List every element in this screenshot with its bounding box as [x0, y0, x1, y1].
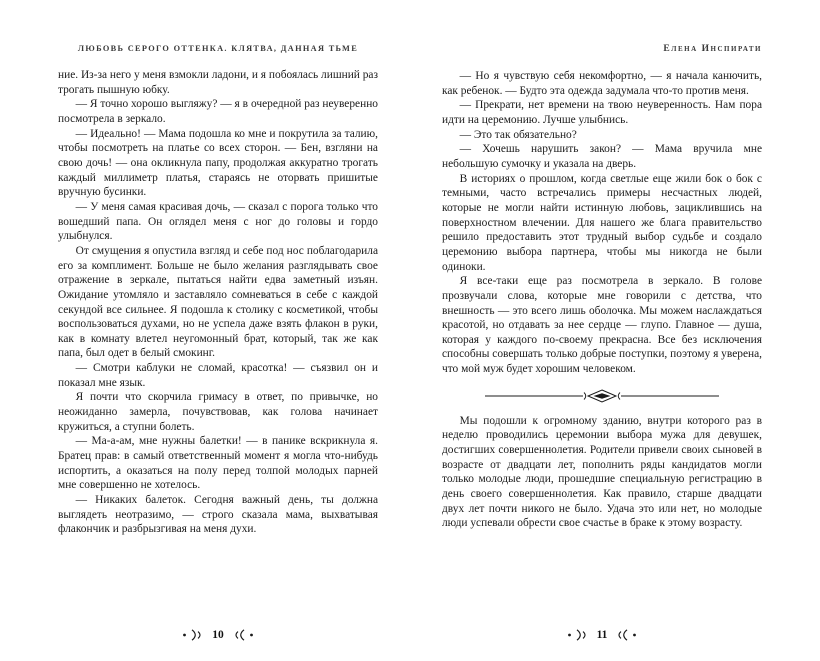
paragraph: — Смотри каблуки не сломай, красотка! — съязвил он и показал мне язык. [58, 362, 378, 389]
left-text-block [58, 68, 378, 621]
footer-flourish-right-icon [231, 629, 255, 641]
paragraph: — Я точно хорошо выгляжу? — я в очередной раз неуверенно посмотрела в зеркало. [58, 98, 378, 125]
page-number: 10 [212, 629, 224, 641]
right-page-footer [442, 621, 762, 641]
paragraph: Я все-таки еще раз посмотрела в зеркало. В голове прозвучали слова, которые мне говорили с детства, что внешность — это всего лишь оболочка. Мы можем наслаждаться красотой, но отдавать за нее сердце — глупо. Главное — душа, которая у каждого по-своему прекрасна. Все без исключения способны совершать только добрые поступки, поэтому я уверена, что мой муж будет хорошим человеком. [442, 275, 762, 376]
paragraph: — Идеально! — Мама подошла ко мне и покрутила за талию, чтобы посмотреть на платье со всех сторон. — Бен, взгляни на свою дочь! — она окликнула папу, продолжая аккуратно трогать каждый миллиметр платья, стараясь не оторвать пришитые вручную бусинки. [58, 127, 378, 199]
running-head-author: Елена Инспирати [663, 44, 762, 54]
paragraph: — Хочешь нарушить закон? — Мама вручила мне небольшую сумочку и указала на дверь. [442, 143, 762, 170]
paragraph: — Никаких балеток. Сегодня важный день, ты должна выглядеть неотразимо, — строго сказала мама, выхватывая флакончик и разбрызгивая на меня духи. [58, 494, 378, 536]
paragraph: — Но я чувствую себя некомфортно, — я начала канючить, как ребенок. — Будто эта одежда задумала что-то против меня. [442, 70, 762, 97]
paragraph: От смущения я опустила взгляд и себе под нос поблагодарила его за комплимент. Больше не было желания разглядывать свое отражение в зеркале, пытаться найти едва заметный изъян. Ожидание утомляло и заставляло сомневаться в себе с каждой секундой все сильнее. Я подошла к столику с косметикой, чтобы воспользоваться духами, но не успела даже взять флакон в руки, как в комнату влетел неугомонный брат, который, так же как папа, был одет в белый смокинг. [58, 244, 378, 360]
footer-flourish-left-icon [566, 629, 590, 641]
right-text-block [442, 69, 762, 621]
paragraph: Мы подошли к огромному зданию, внутри которого раз в неделю проводились церемонии выбора мужа для девушек, достигших совершеннолетия. Родители привели своих сыновей в возрасте от двадцати лет, пополнить ряды кандидатов могли только молодые люди, прошедшие специальную регистрацию в день своего совершеннолетия. Как правило, старше двадцати двух лет почти никого не было. Удача это или нет, но молодые люди успевали обрести свое счастье в браке к этому возрасту. [442, 414, 762, 530]
page-right [410, 0, 820, 661]
footer-flourish-left-icon [181, 629, 205, 641]
paragraph: В историях о прошлом, когда светлые еще жили бок о бок с темными, часто встречались примеры несчастных людей, которые не могли найти истинную любовь, зациклившись на поверхностном влечении. Для нашего же блага правительство решило предоставить этот трудный выбор судьбе и создало церемонию выбора партнера, чтобы мы никогда не были одиноки. [442, 172, 762, 273]
divider-diamond-icon [483, 394, 721, 406]
paragraph: — У меня самая красивая дочь, — сказал с порога только что вошедший папа. Он оглядел меня с ног до головы и гордо улыбнулся. [58, 200, 378, 243]
footer-flourish-right-icon [614, 629, 638, 641]
paragraph: — Ма-а-ам, мне нужны балетки! — в панике вскрикнула я. Братец прав: в самый ответственный момент я могла что-нибудь испортить, а оказаться на полу перед толпой молодых парней мне совершенно не хотелось. [58, 435, 378, 492]
page-number: 11 [596, 629, 608, 641]
paragraph: — Прекрати, нет времени на твою неуверенность. Нам пора идти на церемонию. Лучше улыбнись. [442, 99, 762, 126]
paragraph: ние. Из-за него у меня взмокли ладони, и я побоялась лишний раз трогать пышную юбку. [58, 69, 378, 96]
left-page-footer [58, 621, 378, 641]
paragraph: — Это так обязательно? [459, 128, 577, 141]
section-divider [442, 389, 762, 403]
paragraph: Я почти что скорчила гримасу в ответ, по привычке, но неожиданно замерла, почувствовав, как голова начинает кружиться, а ступни болеть. [58, 391, 378, 433]
running-head-book-title: ЛЮБОВЬ СЕРОГО ОТТЕНКА. КЛЯТВА, ДАННАЯ ТЬМЕ [77, 44, 359, 53]
